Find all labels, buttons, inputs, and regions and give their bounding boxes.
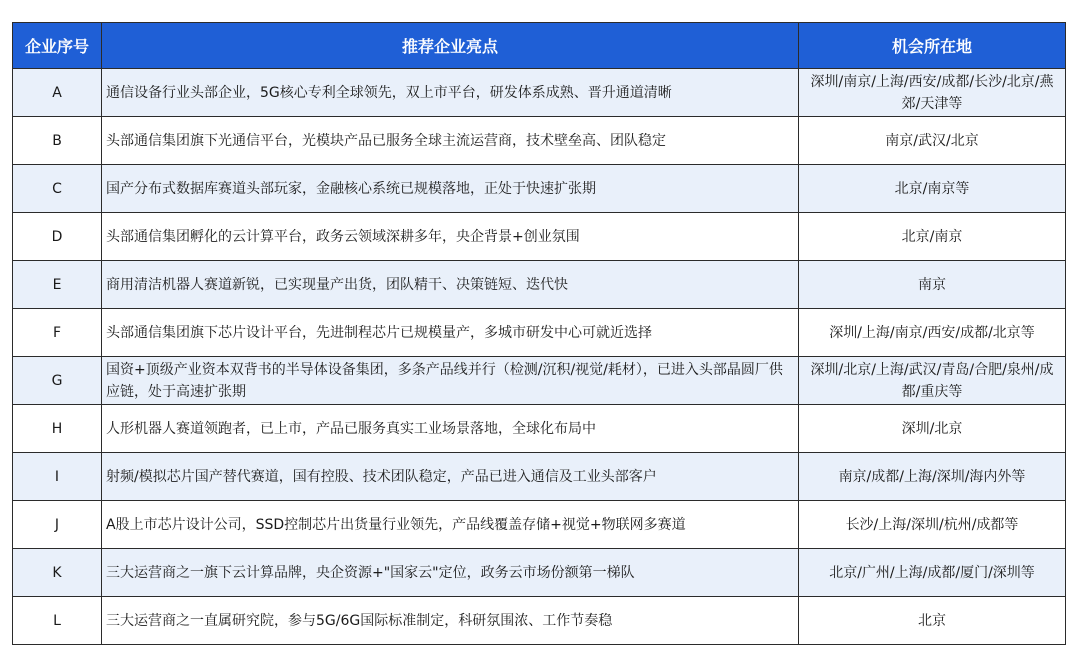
header-location: 机会所在地: [799, 23, 1066, 69]
cell-highlight: 头部通信集团孵化的云计算平台，政务云领域深耕多年，央企背景+创业氛围: [102, 213, 799, 261]
cell-location: 深圳/上海/南京/西安/成都/北京等: [799, 309, 1066, 357]
cell-location: 北京/南京等: [799, 165, 1066, 213]
cell-location: 南京: [799, 261, 1066, 309]
table-row: [13, 261, 1066, 309]
cell-highlight: 通信设备行业头部企业，5G核心专利全球领先，双上市平台，研发体系成熟、晋升通道清晰: [102, 69, 799, 117]
cell-highlight: 头部通信集团旗下光通信平台，光模块产品已服务全球主流运营商，技术壁垒高、团队稳定: [102, 117, 799, 165]
table-row: [13, 117, 1066, 165]
cell-company-id: G: [13, 357, 102, 405]
cell-location: 北京/广州/上海/成都/厦门/深圳等: [799, 549, 1066, 597]
table-row: [13, 165, 1066, 213]
cell-company-id: D: [13, 213, 102, 261]
table-header: [13, 23, 1066, 69]
cell-location: 深圳/南京/上海/西安/成都/长沙/北京/燕郊/天津等: [799, 69, 1066, 117]
cell-company-id: A: [13, 69, 102, 117]
table-row: [13, 453, 1066, 501]
cell-highlight: 商用清洁机器人赛道新锐，已实现量产出货，团队精干、决策链短、迭代快: [102, 261, 799, 309]
table-row: [13, 309, 1066, 357]
cell-location: 长沙/上海/深圳/杭州/成都等: [799, 501, 1066, 549]
cell-company-id: E: [13, 261, 102, 309]
cell-location: 南京/武汉/北京: [799, 117, 1066, 165]
table-row: [13, 357, 1066, 405]
cell-highlight: 头部通信集团旗下芯片设计平台，先进制程芯片已规模量产，多城市研发中心可就近选择: [102, 309, 799, 357]
cell-company-id: L: [13, 597, 102, 645]
cell-location: 南京/成都/上海/深圳/海内外等: [799, 453, 1066, 501]
cell-company-id: J: [13, 501, 102, 549]
recommendation-table: [12, 22, 1066, 645]
table-row: [13, 213, 1066, 261]
recommendation-table-wrapper: [12, 22, 1065, 645]
cell-location: 深圳/北京: [799, 405, 1066, 453]
cell-highlight: 三大运营商之一旗下云计算品牌，央企资源+"国家云"定位，政务云市场份额第一梯队: [102, 549, 799, 597]
cell-company-id: I: [13, 453, 102, 501]
cell-location: 深圳/北京/上海/武汉/青岛/合肥/泉州/成都/重庆等: [799, 357, 1066, 405]
header-highlights: 推荐企业亮点: [102, 23, 799, 69]
table-row: [13, 69, 1066, 117]
table-body: [13, 69, 1066, 645]
cell-company-id: C: [13, 165, 102, 213]
cell-company-id: K: [13, 549, 102, 597]
table-row: [13, 597, 1066, 645]
table-row: [13, 549, 1066, 597]
header-row: [13, 23, 1066, 69]
cell-highlight: A股上市芯片设计公司，SSD控制芯片出货量行业领先，产品线覆盖存储+视觉+物联网多赛道: [102, 501, 799, 549]
cell-highlight: 国产分布式数据库赛道头部玩家，金融核心系统已规模落地，正处于快速扩张期: [102, 165, 799, 213]
cell-location: 北京/南京: [799, 213, 1066, 261]
cell-company-id: B: [13, 117, 102, 165]
cell-highlight: 国资+顶级产业资本双背书的半导体设备集团，多条产品线并行（检测/沉积/视觉/耗材），已进入头部晶圆厂供应链，处于高速扩张期: [102, 357, 799, 405]
table-row: [13, 405, 1066, 453]
cell-highlight: 射频/模拟芯片国产替代赛道，国有控股、技术团队稳定，产品已进入通信及工业头部客户: [102, 453, 799, 501]
header-company-id: 企业序号: [13, 23, 102, 69]
table-row: [13, 501, 1066, 549]
cell-company-id: H: [13, 405, 102, 453]
cell-highlight: 三大运营商之一直属研究院，参与5G/6G国际标准制定，科研氛围浓、工作节奏稳: [102, 597, 799, 645]
cell-highlight: 人形机器人赛道领跑者，已上市，产品已服务真实工业场景落地，全球化布局中: [102, 405, 799, 453]
cell-company-id: F: [13, 309, 102, 357]
cell-location: 北京: [799, 597, 1066, 645]
